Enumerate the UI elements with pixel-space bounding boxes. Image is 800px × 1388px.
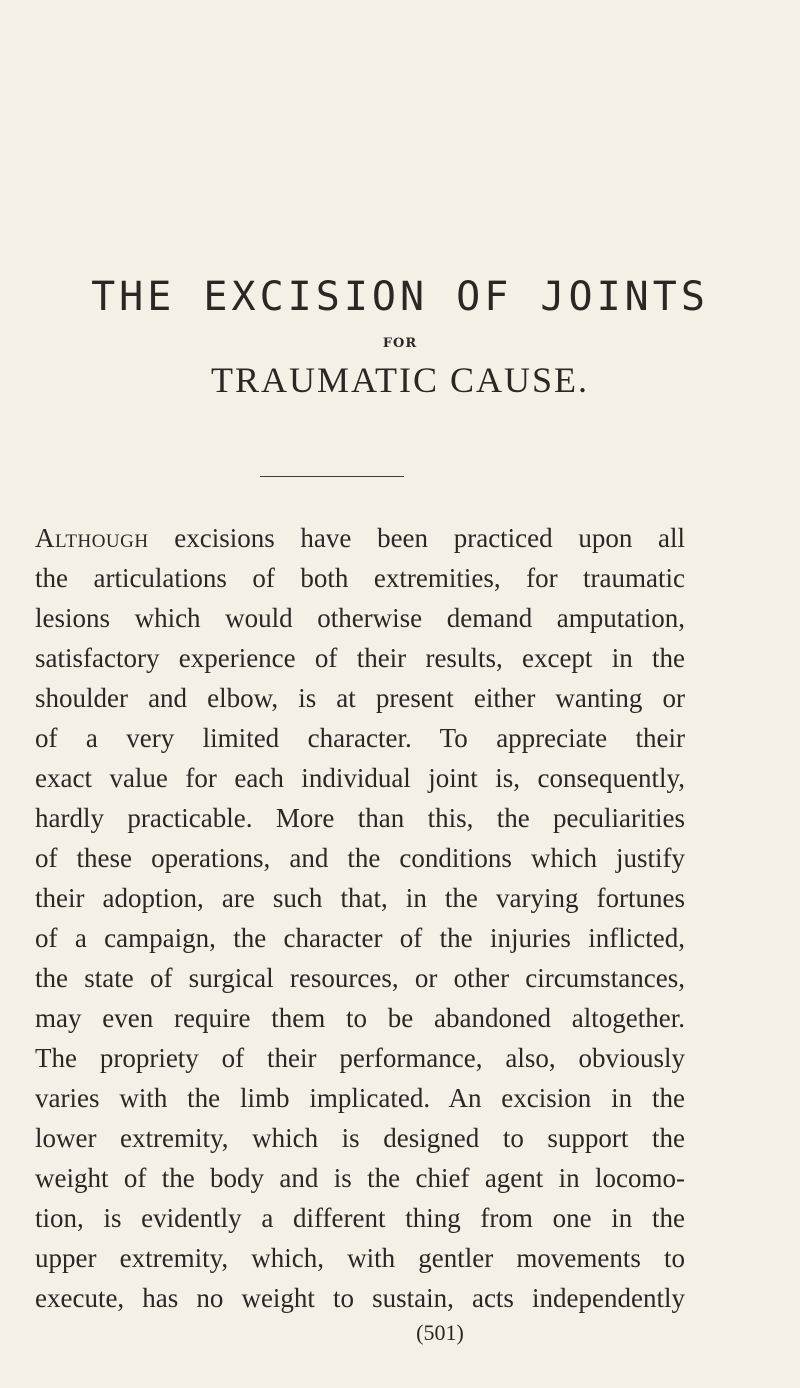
first-line-rest: excisions have been practiced upon all	[148, 523, 685, 553]
paragraph-line: lower extremity, which is designed to support the	[35, 1123, 685, 1153]
paragraph-line: the articulations of both extremities, for traumatic	[35, 563, 685, 593]
paragraph-line: the state of surgical resources, or other circumstances,	[35, 963, 685, 993]
paragraph-line: varies with the limb implicated. An excision in the	[35, 1083, 685, 1113]
chapter-title: THE EXCISION OF JOINTS	[91, 274, 709, 320]
paragraph-line: of these operations, and the conditions which justify	[35, 843, 685, 873]
chapter-subtitle: TRAUMATIC CAUSE.	[210, 360, 590, 400]
paragraph-line: execute, has no weight to sustain, acts independently	[35, 1283, 685, 1313]
lead-word: Although	[35, 523, 149, 553]
paragraph-line: satisfactory experience of their results, except in the	[35, 643, 685, 673]
title-connector: FOR	[382, 336, 418, 351]
paragraph-line: hardly practicable. More than this, the peculiarities	[35, 803, 685, 833]
paragraph-line: of a very limited character. To appreciate their	[35, 723, 685, 753]
paragraph-line: may even require them to be abandoned altogether.	[35, 1003, 685, 1033]
paragraph-line: their adoption, are such that, in the varying fortunes	[35, 883, 685, 913]
title-divider	[260, 476, 404, 477]
paragraph-line: tion, is evidently a different thing from one in the	[35, 1203, 685, 1233]
paragraph-line: shoulder and elbow, is at present either wanting or	[35, 683, 685, 713]
paragraph-line-first	[35, 518, 685, 558]
paragraph-line: of a campaign, the character of the injuries inflicted,	[35, 923, 685, 953]
paragraph-line: upper extremity, which, with gentler movements to	[35, 1243, 685, 1273]
paragraph-line: exact value for each individual joint is, consequently,	[35, 763, 685, 793]
body-paragraph	[35, 518, 685, 1318]
paragraph-line: lesions which would otherwise demand amputation,	[35, 603, 685, 633]
paragraph-line: weight of the body and is the chief agent in locomo-	[35, 1163, 685, 1193]
paragraph-line: The propriety of their performance, also, obviously	[35, 1043, 685, 1073]
page-number: (501)	[416, 1320, 464, 1345]
